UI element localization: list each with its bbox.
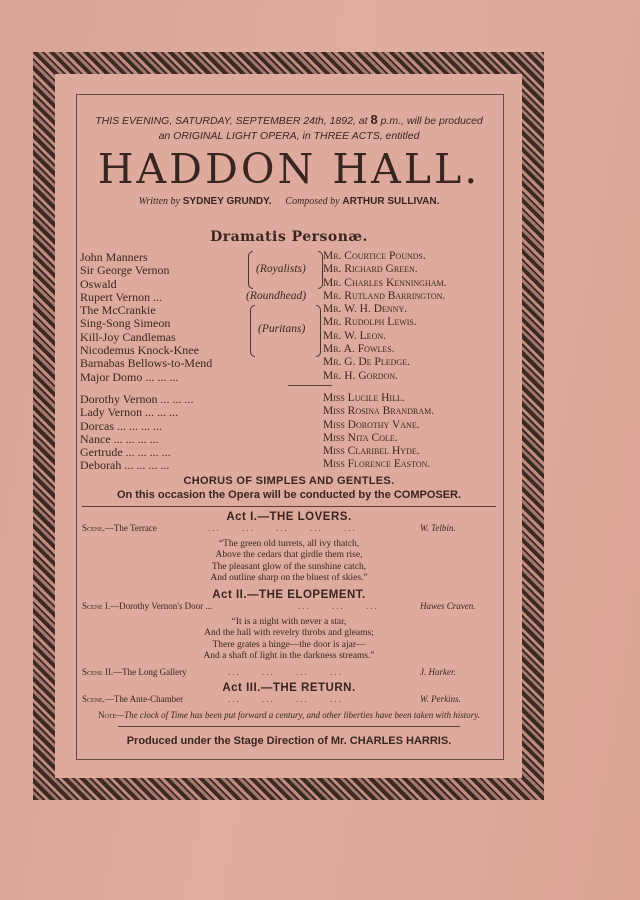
role: Nance ... ... ... ... (80, 431, 159, 446)
scene-label: Scene. (82, 693, 105, 704)
note-label: Note (97, 709, 117, 720)
scene-artist: J. Harker. (420, 666, 456, 677)
act-1-title: Act I.—THE LOVERS. (226, 510, 352, 523)
brace-left (248, 251, 253, 289)
role: Dorcas ... ... ... ... (80, 418, 162, 433)
intro-time: 8 (370, 112, 378, 127)
cast-row (78, 277, 500, 290)
ladies-list (78, 392, 500, 472)
role: Barnabas Bellows-to-Mend (80, 356, 213, 371)
programme-content (78, 98, 500, 747)
page-title: HADDON HALL. (97, 145, 481, 193)
scene-label: Scene II. (82, 666, 114, 677)
scene-desc: —The Terrace (104, 522, 157, 533)
poem-line: And a shaft of light in the darkness streams.” (203, 651, 375, 662)
role: Rupert Vernon ... (80, 289, 163, 304)
group-puritans: (Puritans) (258, 323, 306, 335)
leader-dots: ... ... ... (298, 600, 379, 611)
poem-line: And the hall with revelry throbs and gleams; (204, 628, 374, 639)
scene-label: Scene I. (82, 600, 111, 611)
writer-name: SYDNEY GRUNDY. (182, 196, 272, 207)
cast-row (78, 370, 500, 383)
group-royalists: (Royalists) (256, 263, 306, 275)
actor: Mr. Richard Green. (323, 263, 418, 276)
poem-line: “The green old turrets, all ivy thatch, (218, 538, 360, 549)
actor: Mr. A. Fowles. (323, 343, 395, 356)
chorus-line: CHORUS OF SIMPLES AND GENTLES. (183, 474, 395, 487)
scene-desc: —Dorothy Vernon's Door ... (110, 600, 213, 611)
section-rule (82, 506, 496, 507)
role: Sing-Song Simeon (80, 316, 171, 331)
role: Dorothy Vernon ... ... ... (80, 391, 194, 406)
dramatis-heading: Dramatis Personæ. (210, 229, 368, 245)
act-2-title: Act II.—THE ELOPEMENT. (212, 588, 366, 601)
scene-artist: W. Perkins. (420, 693, 461, 704)
scene-row (78, 523, 500, 537)
role: Deborah ... ... ... ... (80, 458, 170, 473)
actor: Miss Claribel Hyde. (323, 445, 420, 458)
role: Lady Vernon ... ... ... (80, 405, 179, 420)
scene-desc: —The Ante-Chamber (104, 693, 184, 704)
role: Gertrude ... ... ... ... (80, 445, 171, 460)
cast-row (78, 303, 500, 316)
cast-row (78, 343, 500, 356)
leader-dots: ... ... ... ... (228, 693, 343, 704)
cast-divider (288, 385, 332, 386)
intro-produced: p.m., will be produced (380, 115, 483, 127)
act-3-title: Act III.—THE RETURN. (222, 681, 356, 694)
intro-line-2: an ORIGINAL LIGHT OPERA, in THREE ACTS, entitled (158, 130, 420, 142)
cast-list (78, 250, 500, 383)
credits (78, 196, 500, 207)
poem-line: And outline sharp on the bluest of skies.” (210, 573, 368, 584)
poem-line: The pleasant glow of the sunshine catch, (211, 561, 367, 572)
intro-line-1 (78, 112, 500, 129)
role: Sir George Vernon (80, 263, 170, 278)
actor: Mr. W. Leon. (323, 329, 386, 342)
poem-line: Above the cedars that girdle them rise, (215, 550, 363, 561)
scene-artist: W. Telbin. (420, 522, 456, 533)
role: Kill-Joy Candlemas (80, 329, 176, 344)
act-2-poem (78, 617, 500, 663)
brace-right (318, 251, 323, 289)
actor: Miss Florence Easton. (323, 458, 431, 471)
intro-text (78, 112, 500, 144)
actor: Miss Dorothy Vane. (323, 418, 420, 431)
role: John Manners (80, 250, 148, 264)
cast-row (78, 445, 500, 458)
scene-artist: Hawes Craven. (420, 600, 476, 611)
scene-row (78, 667, 500, 681)
cast-row (78, 432, 500, 445)
role: Major Domo ... ... ... (80, 369, 179, 384)
scene-row (78, 694, 500, 708)
cast-row (78, 356, 500, 369)
actor: Mr. Rutland Barrington. (323, 289, 446, 302)
actor: Miss Nita Cole. (323, 431, 398, 444)
poem-line: There grates a hinge—the door is ajar— (212, 639, 366, 650)
written-label: Written by (138, 196, 180, 207)
actor: Mr. H. Gordon. (323, 369, 398, 382)
conductor-line: On this occasion the Opera will be conducted by the COMPOSER. (116, 488, 462, 501)
note-text: —The clock of Time has been put forward a century, and other liberties have been taken with history. (116, 709, 481, 720)
role: Oswald (80, 276, 117, 291)
composer-name: ARTHUR SULLIVAN. (342, 196, 440, 207)
cast-row (78, 458, 500, 471)
cast-row (78, 405, 500, 418)
actor: Mr. Courtice Pounds. (323, 250, 426, 262)
actor: Mr. Charles Kenningham. (323, 276, 447, 289)
brace-right (316, 305, 321, 357)
actor: Mr. G. De Pledge. (323, 356, 410, 369)
scene-row (78, 601, 500, 615)
brace-left (250, 305, 255, 357)
cast-row (78, 250, 500, 263)
poem-line: “It is a night with never a star, (231, 616, 347, 627)
role: Nicodemus Knock-Knee (80, 343, 199, 358)
actor: Mr. Rudolph Lewis. (323, 316, 417, 329)
intro-date: THIS EVENING, SATURDAY, SEPTEMBER 24th, 1892, at (95, 115, 368, 127)
leader-dots: ... ... ... ... (228, 666, 343, 677)
leader-dots: ... ... ... ... ... (208, 522, 357, 533)
cast-row (78, 419, 500, 432)
group-roundhead: (Roundhead) (246, 290, 307, 302)
stage-direction: Produced under the Stage Direction of Mr. CHARLES HARRIS. (126, 734, 452, 747)
composed-label: Composed by (285, 196, 340, 207)
actor: Mr. W. H. Denny. (323, 303, 408, 316)
actor: Miss Rosina Brandram. (323, 405, 435, 418)
footer-rule (118, 726, 460, 727)
actor: Miss Lucile Hill. (323, 391, 405, 404)
act-1-poem (78, 539, 500, 585)
role: The McCrankie (80, 303, 156, 318)
scene-label: Scene. (82, 522, 105, 533)
note (82, 710, 496, 721)
scene-desc: —The Long Gallery (113, 666, 187, 677)
cast-row (78, 392, 500, 405)
